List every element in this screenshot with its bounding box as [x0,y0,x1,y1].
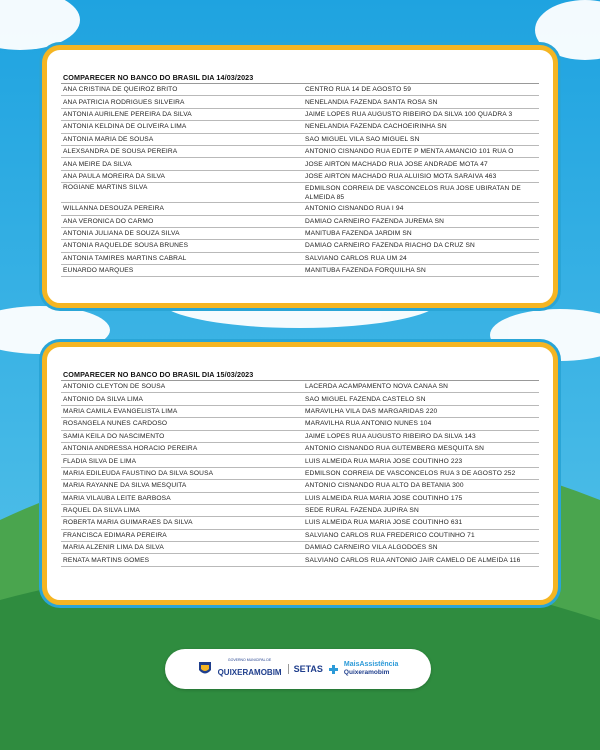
table-row [61,455,539,467]
table-row [61,443,539,455]
table-row [61,406,539,418]
table-row [61,418,539,430]
city-logo [218,658,282,680]
table-row [61,96,539,108]
table-row [61,84,539,96]
address-cell: JOSE AIRTON MACHADO RUA ALUISIO MOTA SARAIVA 463 [305,172,497,180]
address-cell: JAIME LOPES RUA AUGUSTO RIBEIRO DA SILVA 143 [305,432,476,440]
schedule-table [61,369,539,567]
table-row [61,158,539,170]
name-cell: ANA PATRICIA RODRIGUES SILVEIRA [63,98,185,106]
address-cell: ANTONIO CISNANDO RUA GUTEMBERG MESQUITA SN [305,445,484,453]
table-row [61,134,539,146]
address-cell: JAIME LOPES RUA AUGUSTO RIBEIRO DA SILVA 100 QUADRA 3 [305,110,513,118]
address-cell: NENELANDIA FAZENDA CACHOEIRINHA SN [305,123,447,131]
name-cell: MARIA CAMILA EVANGELISTA LIMA [63,407,178,415]
address-cell: DAMIAO CARNEIRO FAZENDA RIACHO DA CRUZ SN [305,242,475,250]
table-row [61,240,539,252]
table-row [61,468,539,480]
address-cell: SAO MIGUEL FAZENDA CASTELO SN [305,395,426,403]
address-cell: LUIS ALMEIDA RUA MARIA JOSE COUTINHO 175 [305,494,463,502]
name-cell: ANA PAULA MOREIRA DA SILVA [63,172,166,180]
address-cell: EDMILSON CORREIA DE VASCONCELOS RUA 3 DE AGOSTO 252 [305,469,516,477]
footer-logos [165,649,431,689]
table-row [61,171,539,183]
name-cell: FRANCISCA EDIMARA PEREIRA [63,531,167,539]
name-cell: ANTONIO CLEYTON DE SOUSA [63,383,166,391]
table-row [61,493,539,505]
table-row [61,505,539,517]
address-cell: ANTONIO CISNANDO RUA ALTO DA BETANIA 300 [305,482,464,490]
address-cell: ANTONIO CISNANDO RUA I 94 [305,205,404,213]
address-cell: SALVIANO CARLOS RUA UM 24 [305,254,407,262]
address-cell: SEDE RURAL FAZENDA JUPIRA SN [305,507,419,515]
name-cell: ANA VERONICA DO CARMO [63,217,154,225]
table-row [61,554,539,566]
table-row [61,109,539,121]
address-cell: MANITUBA FAZENDA JARDIM SN [305,230,412,238]
table-row [61,146,539,158]
table-row [61,431,539,443]
table-row [61,530,539,542]
table-row [61,265,539,277]
name-cell: RENATA MARTINS GOMES [63,556,150,564]
mais-assistencia-subtitle: Quixeramobim [343,669,390,676]
table-row [61,393,539,405]
name-cell: ANTONIO DA SILVA LIMA [63,395,144,403]
table-row [61,542,539,554]
name-cell: MARIA RAYANNE DA SILVA MESQUITA [63,482,187,490]
name-cell: ANTONIA JULIANA DE SOUZA SILVA [63,230,180,238]
address-cell: SALVIANO CARLOS RUA FREDERICO COUTINHO 71 [305,531,475,539]
table-row [61,381,539,393]
name-cell: RAQUEL DA SILVA LIMA [63,507,140,515]
table-row [61,228,539,240]
table-row [61,183,539,203]
address-cell: SALVIANO CARLOS RUA ANTONIO JAIR CAMELO DE ALMEIDA 116 [305,556,521,564]
name-cell: ANTONIA MARIA DE SOUSA [63,135,154,143]
name-cell: ROGIANE MARTINS SILVA [63,184,148,192]
table-row [61,253,539,265]
name-cell: FLADIA SILVA DE LIMA [63,457,137,465]
address-cell: MANITUBA FAZENDA FORQUILHA SN [305,267,426,275]
address-cell: MARAVILHA RUA ANTONIO NUNES 104 [305,420,432,428]
name-cell: ROSANGELA NUNES CARDOSO [63,420,168,428]
mais-assistencia-title: MaisAssistência [343,661,399,668]
table-row [61,480,539,492]
table-row [61,517,539,529]
name-cell: SAMIA KEILA DO NASCIMENTO [63,432,165,440]
address-cell: EDMILSON CORREIA DE VASCONCELOS RUA JOSE UBIRATAN DE ALMEIDA 85 [305,185,521,202]
city-logo-name: QUIXERAMOBIM [217,668,282,677]
address-cell: LUIS ALMEIDA RUA MARIA JOSE COUTINHO 223 [305,457,463,465]
name-cell: ANA MEIRE DA SILVA [63,160,132,168]
name-cell: MARIA EDILEUDA FAUSTINO DA SILVA SOUSA [63,469,214,477]
address-cell: JOSE AIRTON MACHADO RUA JOSE ANDRADE MOTA 47 [305,160,488,168]
plus-icon [329,665,338,674]
city-crest-icon [198,661,212,677]
name-cell: WILLANNA DESOUZA PEREIRA [63,205,165,213]
table-row [61,121,539,133]
name-cell: ALEXSANDRA DE SOUSA PEREIRA [63,148,178,156]
city-logo-caption: GOVERNO MUNICIPAL DE [227,658,272,662]
table-title: COMPARECER NO BANCO DO BRASIL DIA 15/03/2023 [61,369,539,381]
address-cell: NENELANDIA FAZENDA SANTA ROSA SN [305,98,438,106]
name-cell: ANTONIA TAMIRES MARTINS CABRAL [63,254,187,262]
name-cell: EUNARDO MARQUES [63,267,134,275]
name-cell: ANA CRISTINA DE QUEIROZ BRITO [63,86,178,94]
name-cell: ANTONIA RAQUELDE SOUSA BRUNES [63,242,189,250]
address-cell: LACERDA ACAMPAMENTO NOVA CANAA SN [305,383,449,391]
name-cell: ANTONIA KELDINA DE OLIVEIRA LIMA [63,123,187,131]
schedule-card-14 [42,45,558,308]
address-cell: CENTRO RUA 14 DE AGOSTO 59 [305,86,412,94]
name-cell: MARIA ALZENIR LIMA DA SILVA [63,544,164,552]
address-cell: DAMIAO CARNEIRO FAZENDA JUREMA SN [305,217,445,225]
name-cell: ANTONIA ANDRESSA HORACIO PEREIRA [63,445,198,453]
table-row [61,203,539,215]
schedule-card-15 [42,342,558,605]
name-cell: ANTONIA AURILENE PEREIRA DA SILVA [63,110,192,118]
table-title: COMPARECER NO BANCO DO BRASIL DIA 14/03/2023 [61,72,539,84]
address-cell: LUIS ALMEIDA RUA MARIA JOSE COUTINHO 631 [305,519,463,527]
name-cell: ROBERTA MARIA GUIMARAES DA SILVA [63,519,193,527]
address-cell: DAMIAO CARNEIRO VILA ALGODOES SN [305,544,438,552]
address-cell: SAO MIGUEL VILA SAO MIGUEL SN [305,135,420,143]
setas-logo: SETAS [288,664,323,674]
address-cell: MARAVILHA VILA DAS MARGARIDAS 220 [305,407,438,415]
mais-assistencia-logo [344,661,398,677]
schedule-table [61,72,539,277]
table-row [61,216,539,228]
name-cell: MARIA VILAUBA LEITE BARBOSA [63,494,171,502]
address-cell: ANTONIO CISNANDO RUA EDITE P MENTA AMANCIO 101 RUA O [305,148,514,156]
